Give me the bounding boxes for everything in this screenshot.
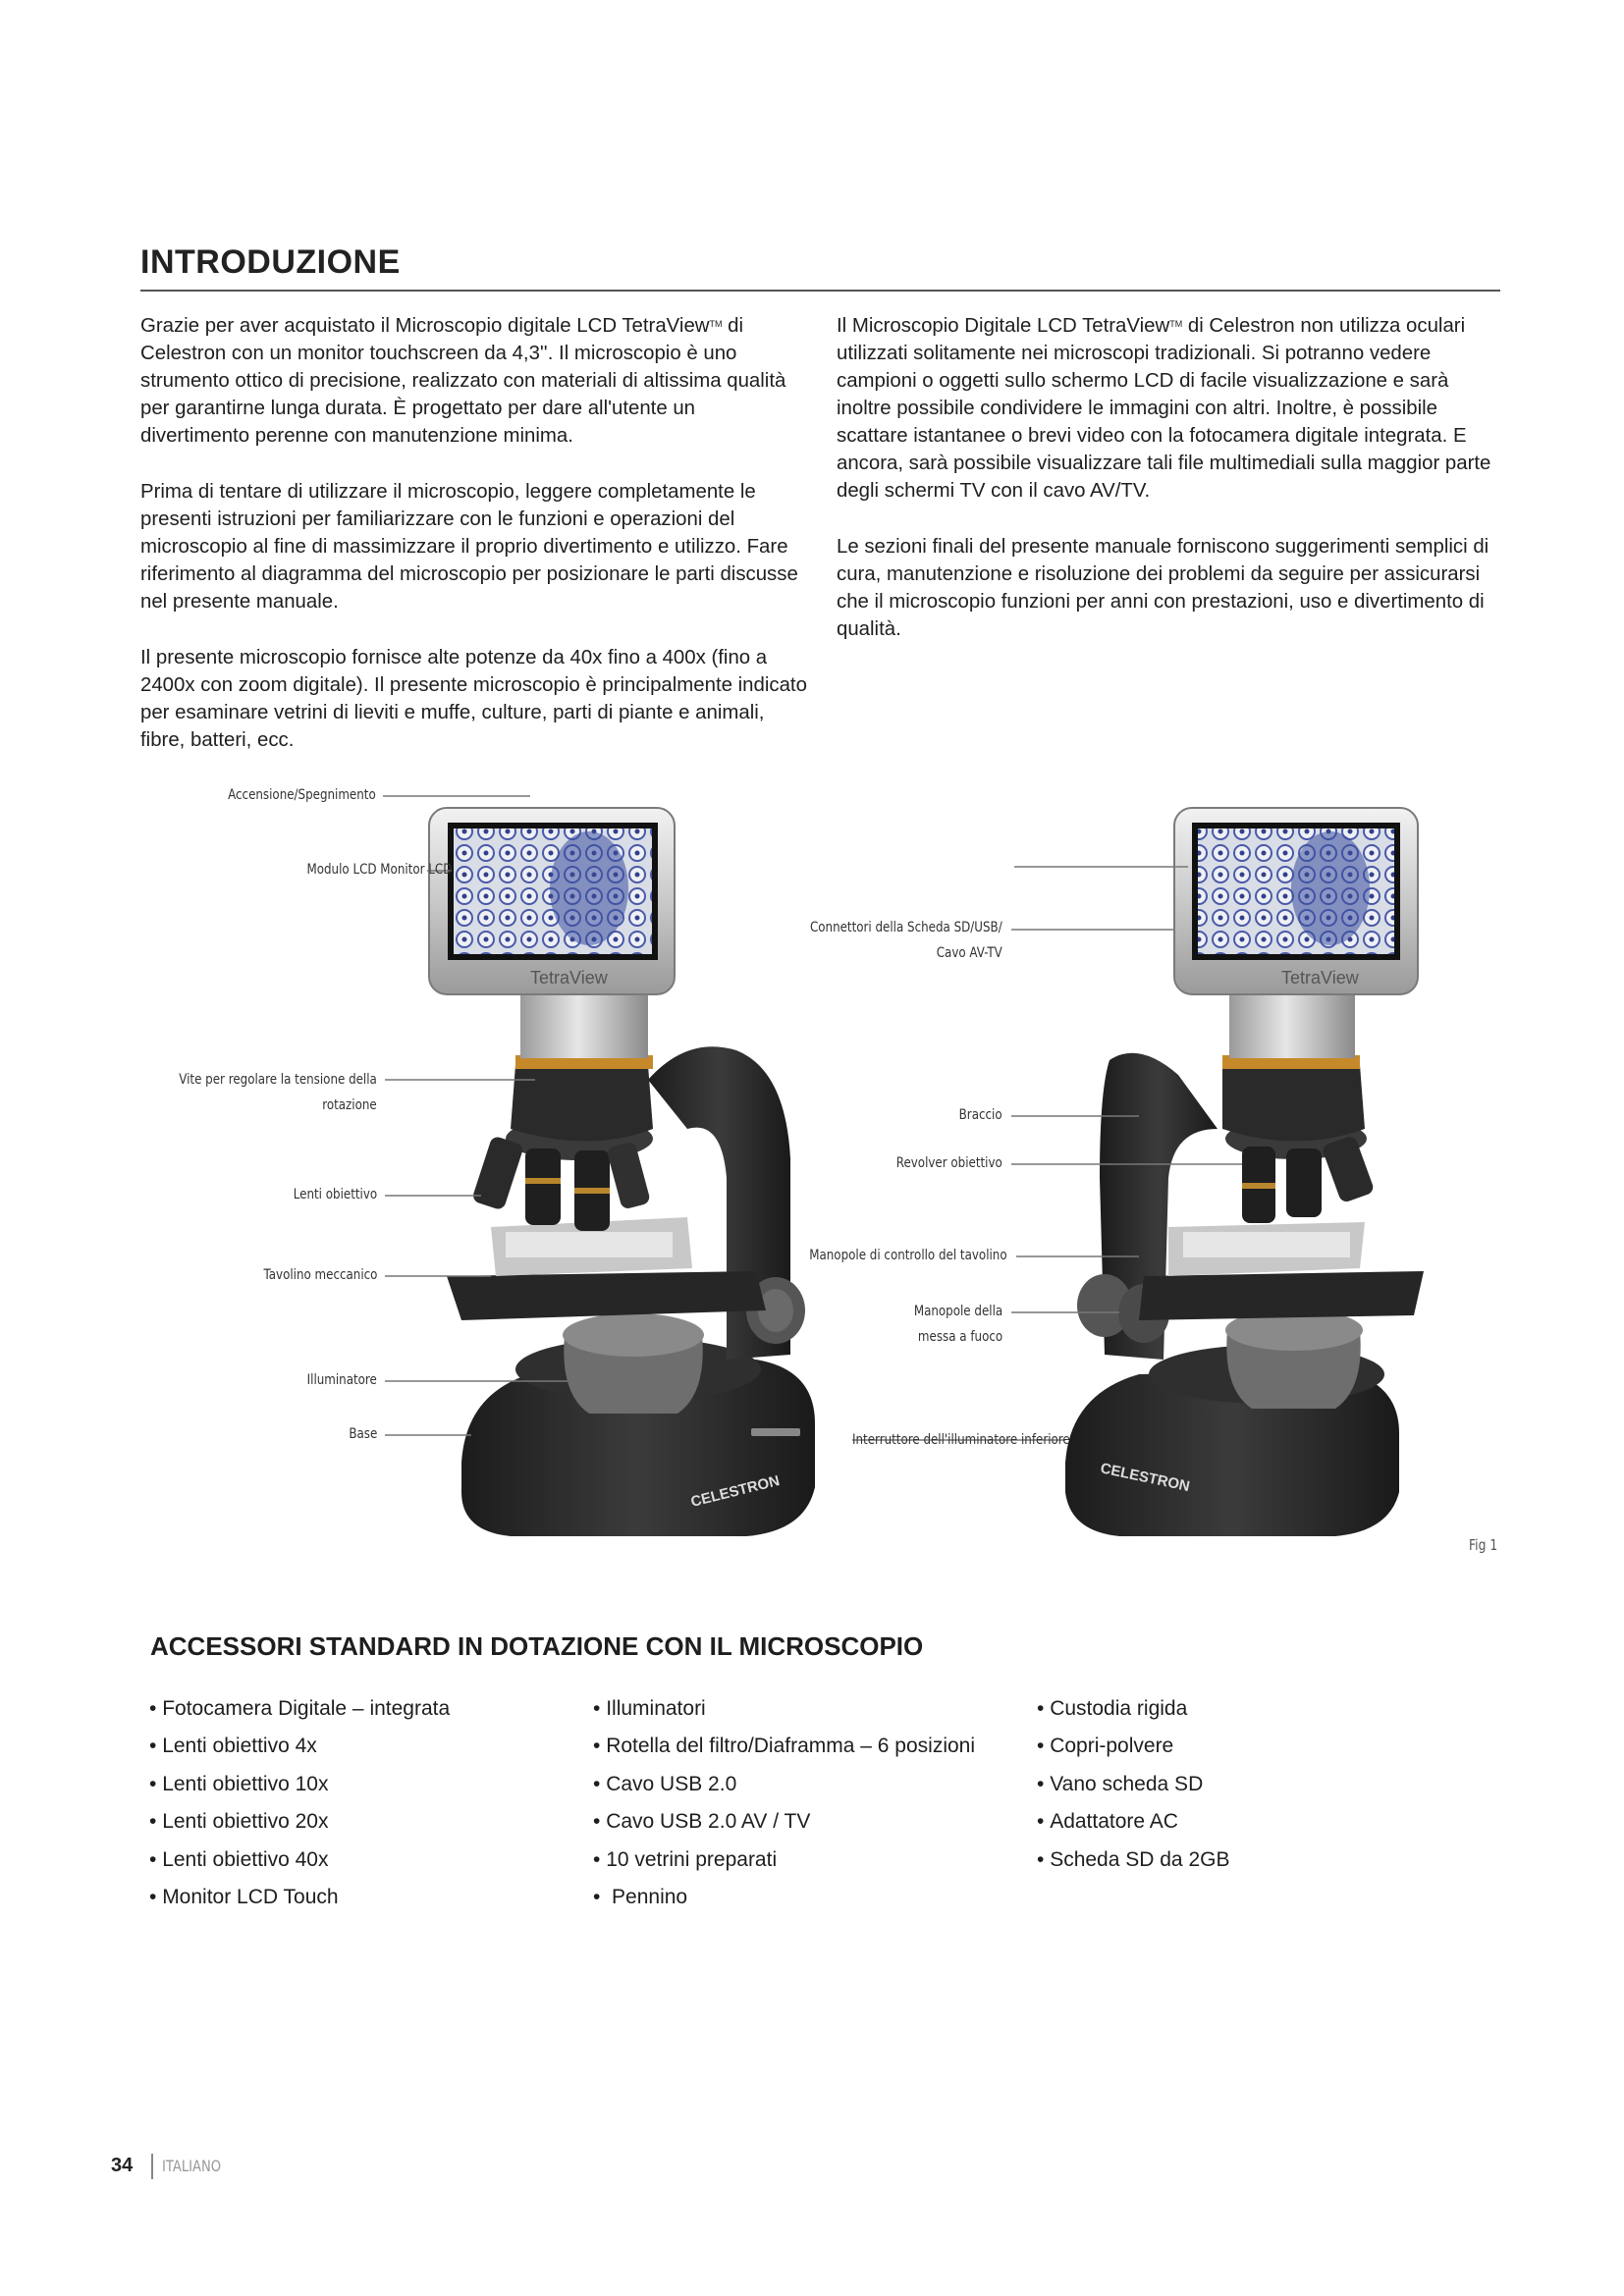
callout-mechanical-stage: Tavolino meccanico: [262, 1267, 377, 1283]
intro-paragraph: Grazie per aver acquistato il Microscopio digitale LCD TetraView™ di Celestron con un monitor touchscreen da 4,3''. Il microscopio è uno strumento ottico di precisione, realizzato con materiali di altissima qualità per garantirne lunga durata. È progettato per dare all'utente un divertimento perenne con manutenzione minima.: [140, 315, 786, 447]
trademark-sup: TM: [1169, 319, 1183, 329]
intro-left-column: [140, 312, 808, 782]
list-item: • Scheda SD da 2GB: [1037, 1842, 1229, 1879]
tetraview-brand-right: TetraView: [1281, 968, 1359, 988]
microscope-figure: [0, 756, 1624, 1561]
intro-paragraph: Le sezioni finali del presente manuale forniscono suggerimenti semplici di cura, manutenzione e risoluzione dei problemi da seguire per assicurarsi che il microscopio funzioni per anni con prestazioni, uso e divertimento di qualità.: [837, 536, 1489, 640]
list-item: • Monitor LCD Touch: [149, 1879, 450, 1916]
list-item: • Custodia rigida: [1037, 1690, 1229, 1728]
page-number: 34: [111, 2155, 134, 2176]
accessories-list-1: [149, 1690, 450, 1916]
footer-language: ITALIANO: [162, 2157, 222, 2175]
callout-focus-knobs-2: messa a fuoco: [917, 1329, 1002, 1345]
callout-objective-lenses: Lenti obiettivo: [293, 1187, 377, 1202]
accessories-list-3: [1037, 1690, 1229, 1879]
callout-sd-usb-connectors-2: Cavo AV-TV: [936, 945, 1002, 961]
section-title: INTRODUZIONE: [140, 243, 401, 281]
callout-nosepiece: Revolver obiettivo: [895, 1155, 1002, 1171]
list-item: • Fotocamera Digitale – integrata: [149, 1690, 450, 1728]
list-item: • Lenti obiettivo 10x: [149, 1766, 450, 1803]
list-item: • 10 vetrini preparati: [593, 1842, 975, 1879]
callout-power-switch: Accensione/Spegnimento: [228, 787, 376, 803]
callout-tension-screw: Vite per regolare la tensione della: [179, 1072, 377, 1088]
callout-sd-usb-connectors: Connettori della Scheda SD/USB/: [810, 920, 1002, 935]
title-rule: [140, 290, 1500, 292]
list-item: • Lenti obiettivo 4x: [149, 1728, 450, 1765]
intro-paragraph: Il Microscopio Digitale LCD TetraView™ di Celestron non utilizza oculari utilizzati solitamente nei microscopi tradizionali. Si potranno vedere campioni o oggetti sullo schermo LCD di facile visualizzazione e sarà inoltre possibile condividere le immagini con altri. Inoltre, è possibile scattare istantanee o brevi video con la fotocamera digitale integrata. E ancora, sarà possibile visualizzare tali file multimediali sulla maggior parte degli schermi TV con il cavo AV/TV.: [837, 315, 1491, 502]
callout-base: Base: [349, 1426, 377, 1442]
intro-paragraph: Il presente microscopio fornisce alte potenze da 40x fino a 400x (fino a 2400x con zoom digitale). Il presente microscopio è principalmente indicato per esaminare vetrini di lieviti e muffe, culture, parti di piante e animali, fibre, batteri, ecc.: [140, 647, 807, 751]
callout-stage-controls: Manopole di controllo del tavolino: [809, 1248, 1007, 1263]
celestron-logo-left: CELESTRON: [688, 1472, 782, 1511]
list-item: • Illuminatori: [593, 1690, 975, 1728]
callout-lcd-module: Modulo LCD Monitor LCD: [306, 862, 452, 878]
list-item: • Rotella del filtro/Diaframma – 6 posizioni: [593, 1728, 975, 1765]
callout-lower-illuminator-switch: Interruttore dell'illuminatore inferiore: [852, 1432, 1070, 1448]
list-item: • Vano scheda SD: [1037, 1766, 1229, 1803]
figure-caption: Fig 1: [1469, 1536, 1498, 1554]
list-item: • Cavo USB 2.0: [593, 1766, 975, 1803]
callout-focus-knobs: Manopole della: [913, 1304, 1002, 1319]
intro-paragraph: Prima di tentare di utilizzare il microscopio, leggere completamente le presenti istruzioni per familiarizzare con le funzioni e operazioni del microscopio al fine di massimizzare il proprio divertimento e utilizzo. Fare riferimento al diagramma del microscopio per posizionare le parti discusse nel presente manuale.: [140, 481, 798, 613]
list-item: • Copri-polvere: [1037, 1728, 1229, 1765]
list-item: • Adattatore AC: [1037, 1803, 1229, 1841]
footer-divider: [151, 2154, 153, 2179]
accessories-title: ACCESSORI STANDARD IN DOTAZIONE CON IL MICROSCOPIO: [150, 1631, 924, 1661]
list-item: • Lenti obiettivo 40x: [149, 1842, 450, 1879]
microscope-front-view: [429, 808, 815, 1536]
microscope-side-view: [1065, 808, 1424, 1536]
list-item: • Lenti obiettivo 20x: [149, 1803, 450, 1841]
intro-right-column: [837, 312, 1504, 671]
sd-slot: [751, 1428, 800, 1436]
trademark-sup: TM: [709, 319, 723, 329]
callout-tension-screw-2: rotazione: [322, 1097, 377, 1113]
callout-arm: Braccio: [959, 1107, 1002, 1123]
list-item: • Pennino: [593, 1879, 975, 1916]
callout-illuminator: Illuminatore: [306, 1372, 377, 1388]
accessories-list-2: [593, 1690, 975, 1916]
celestron-logo-right: CELESTRON: [1099, 1460, 1192, 1496]
tetraview-brand-left: TetraView: [530, 968, 608, 988]
list-item: • Cavo USB 2.0 AV / TV: [593, 1803, 975, 1841]
